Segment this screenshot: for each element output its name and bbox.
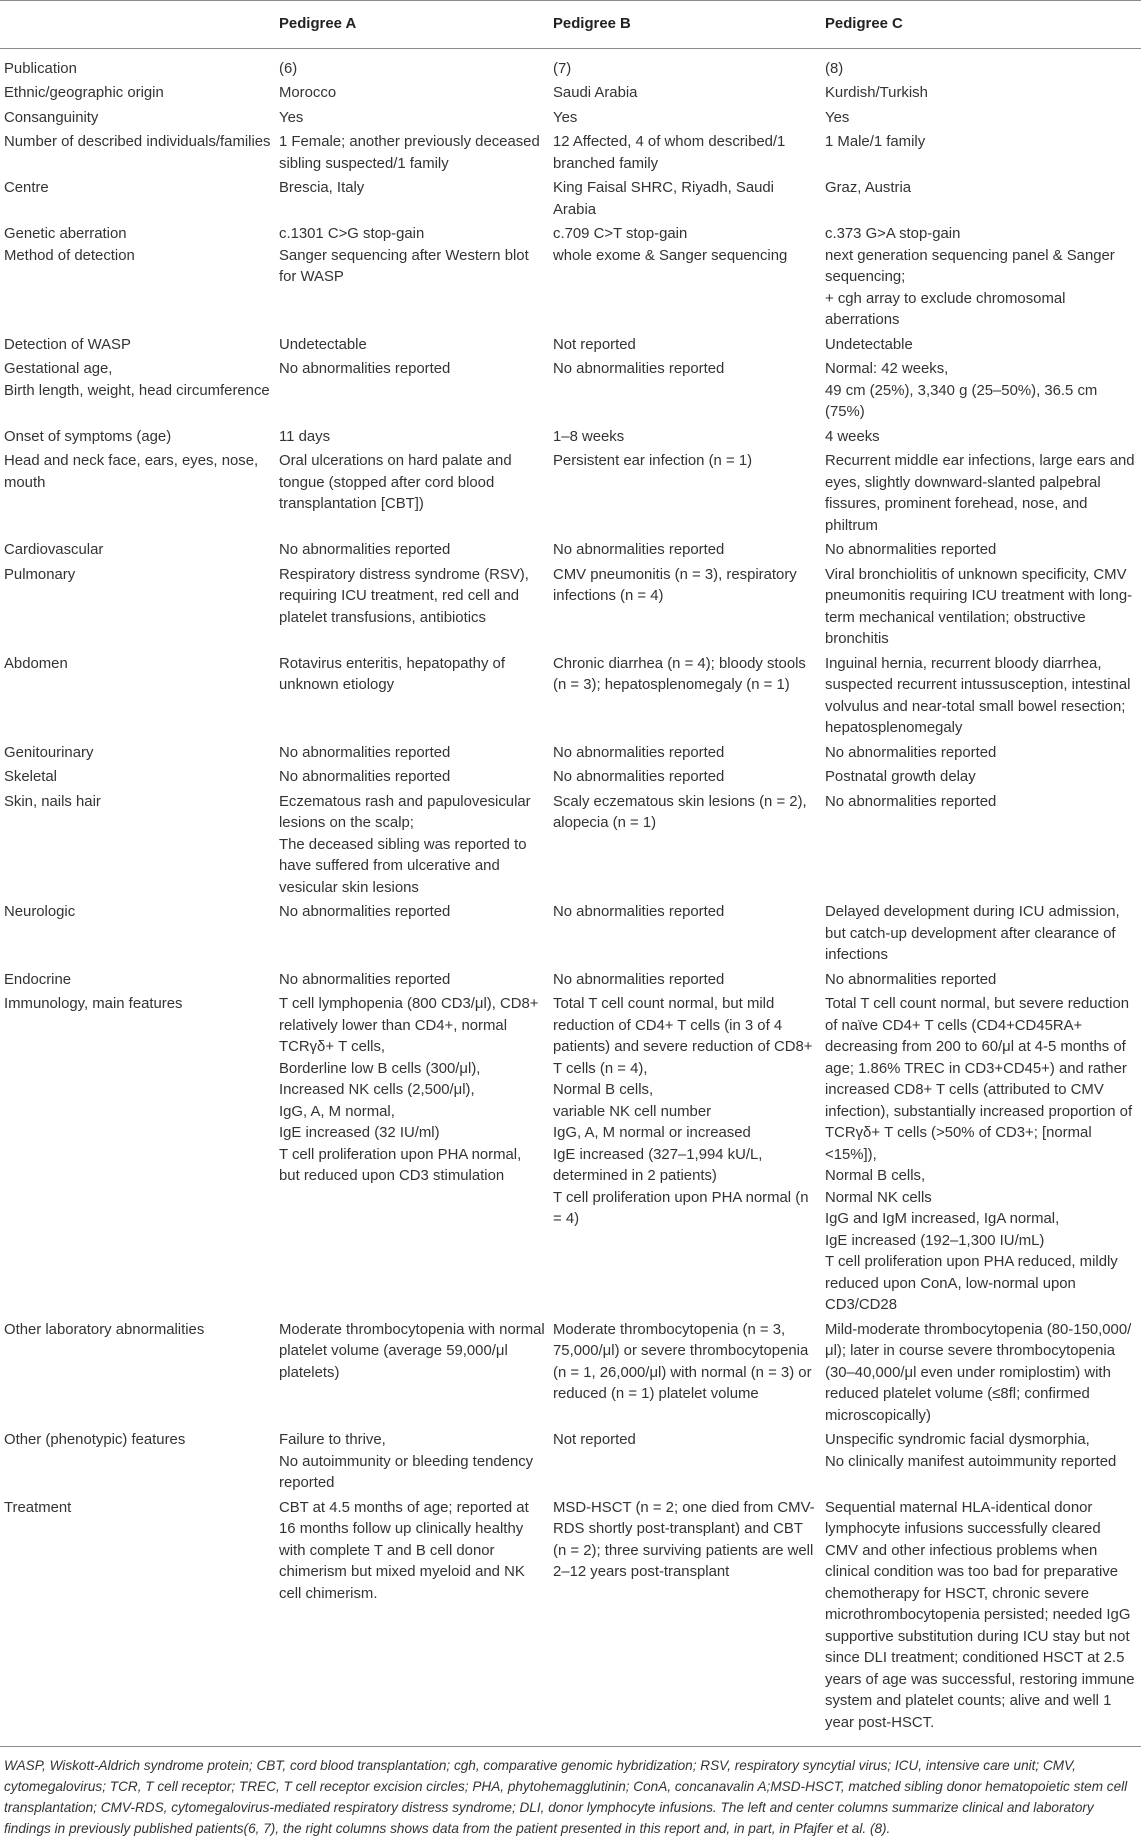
cell-text: The deceased sibling was reported to have suffered from ulcerative and vesicular skin lesions [279, 836, 527, 896]
cell-text: Mild-moderate thrombocytopenia (80-150,000/μl); later in course severe thrombocytopenia (30–40,000/μl even under romiplostim) with reduced platelet volume (≤8fl; confirmed microscopically) [825, 1321, 1132, 1424]
cell-text: Normal B cells, [825, 1168, 926, 1184]
table-row [0, 427, 1141, 452]
cell-text: Unspecific syndromic facial dysmorphia, [825, 1432, 1090, 1448]
cell-text: c.373 G>A stop-gain [825, 226, 961, 242]
pedigree-b-cell [549, 792, 821, 903]
cell-text: Undetectable [825, 336, 913, 353]
pedigree-b-cell [549, 540, 821, 565]
table-row [0, 1430, 1141, 1498]
table-row [0, 1498, 1141, 1747]
cell-text: Delayed development during ICU admission, but catch-up development after clearance of infections [825, 904, 1120, 963]
pedigree-c-cell [821, 1430, 1141, 1498]
row-label [0, 224, 275, 335]
cell-text: Detection of WASP [4, 336, 131, 353]
cell-text: 1 Male/1 family [825, 134, 926, 150]
cell-text: Cardiovascular [4, 542, 104, 558]
cell-text: No abnormalities reported [553, 971, 725, 988]
cell-text: CMV pneumonitis (n = 3), respiratory infections (n = 4) [553, 566, 797, 604]
cell-text: No abnormalities reported [279, 744, 451, 761]
table-row [0, 565, 1141, 654]
table-header-row [0, 1, 1141, 49]
pedigree-a-cell [275, 565, 549, 654]
cell-text: No abnormalities reported [553, 904, 725, 920]
cell-text: Recurrent middle ear infections, large ears and eyes, slightly downward-slanted palpebral fissures, prominent forehead, nose, and philtrum [825, 453, 1135, 534]
cell-text: Inguinal hernia, recurrent bloody diarrhea, suspected recurrent intussusception, intestinal volvulus and near-total small bowel resection; hepatosplenomegaly [825, 655, 1131, 736]
row-label [0, 565, 275, 654]
table-row [0, 767, 1141, 792]
cell-text: Rotavirus enteritis, hepatopathy of unknown etiology [279, 655, 505, 693]
row-label [0, 970, 275, 995]
row-label [0, 83, 275, 108]
pedigree-c-cell [821, 178, 1141, 224]
pedigree-a-cell [275, 654, 549, 743]
cell-text: Scaly eczematous skin lesions (n = 2), alopecia (n = 1) [553, 793, 807, 831]
cell-text: Borderline low B cells (300/μl), [279, 1060, 481, 1077]
table-row [0, 902, 1141, 970]
cell-text: Not reported [553, 336, 636, 353]
row-label [0, 767, 275, 792]
pedigree-b-cell [549, 767, 821, 792]
table-row [0, 654, 1141, 743]
pedigree-b-cell [549, 451, 821, 540]
cell-text: Skin, nails hair [4, 793, 101, 810]
header-feature [0, 1, 275, 49]
pedigree-b-cell [549, 108, 821, 133]
pedigree-a-cell [275, 451, 549, 540]
cell-text: No abnormalities reported [553, 361, 725, 377]
pedigree-a-cell [275, 970, 549, 995]
table-row [0, 540, 1141, 565]
cell-text: T cell lymphopenia (800 CD3/μl), CD8+ relatively lower than CD4+, normal TCRγδ+ T cells, [279, 996, 539, 1055]
cell-text: Birth length, weight, head circumference [4, 382, 270, 399]
cell-text: No autoimmunity or bleeding tendency reported [279, 1453, 534, 1491]
row-label [0, 1430, 275, 1498]
cell-text: IgG, A, M normal, [279, 1103, 395, 1120]
header-pedigree-a: Pedigree A [275, 1, 549, 49]
pedigree-b-cell [549, 654, 821, 743]
row-label [0, 451, 275, 540]
pedigree-a-cell [275, 427, 549, 452]
pedigree-c-cell [821, 132, 1141, 178]
table-row [0, 1320, 1141, 1431]
cell-text: IgG, A, M normal or increased [553, 1125, 751, 1141]
pedigree-a-cell [275, 767, 549, 792]
cell-text: Undetectable [279, 336, 367, 353]
cell-text: Not reported [553, 1432, 636, 1448]
cell-text: + cgh array to exclude chromosomal aberrations [825, 290, 1066, 328]
cell-text: No abnormalities reported [279, 904, 451, 920]
cell-text: Eczematous rash and papulovesicular lesions on the scalp; [279, 793, 531, 831]
pedigree-b-cell [549, 743, 821, 768]
table-row [0, 743, 1141, 768]
table-row [0, 359, 1141, 427]
pedigree-c-cell [821, 654, 1141, 743]
pedigree-b-cell [549, 178, 821, 224]
pedigree-a-cell [275, 792, 549, 903]
cell-text: next generation sequencing panel & Sanger sequencing; [825, 247, 1115, 285]
cell-text: No abnormalities reported [825, 793, 997, 810]
cell-text: Number of described individuals/families [4, 134, 271, 150]
row-label [0, 359, 275, 427]
row-label [0, 743, 275, 768]
pedigree-b-cell [549, 1430, 821, 1498]
cell-text: Increased NK cells (2,500/μl), [279, 1082, 475, 1098]
pedigree-b-cell [549, 335, 821, 360]
cell-text: Persistent ear infection (n = 1) [553, 453, 753, 469]
cell-text: Saudi Arabia [553, 85, 638, 101]
cell-text: Head and neck face, ears, eyes, nose, mouth [4, 453, 259, 491]
pedigree-b-cell [549, 902, 821, 970]
pedigree-a-cell [275, 743, 549, 768]
cell-text: No abnormalities reported [279, 971, 451, 988]
table-row [0, 108, 1141, 133]
row-label [0, 1320, 275, 1431]
pedigree-a-cell [275, 132, 549, 178]
cell-text: Failure to thrive, [279, 1432, 386, 1448]
cell-text: T cell proliferation upon PHA reduced, mildly reduced upon ConA, low-normal upon CD3/CD28 [825, 1254, 1118, 1313]
pedigree-c-cell [821, 48, 1141, 83]
cell-text: Chronic diarrhea (n = 4); bloody stools (n = 3); hepatosplenomegaly (n = 1) [553, 655, 806, 693]
pedigree-c-cell [821, 792, 1141, 903]
pedigree-a-cell [275, 994, 549, 1320]
cell-text: Abdomen [4, 655, 68, 672]
pedigree-c-cell [821, 224, 1141, 335]
cell-text: No abnormalities reported [825, 971, 997, 988]
table-body [0, 48, 1141, 1747]
header-pedigree-b: Pedigree B [549, 1, 821, 49]
cell-text: Other laboratory abnormalities [4, 1321, 205, 1338]
pedigree-a-cell [275, 1430, 549, 1498]
table-row [0, 451, 1141, 540]
cell-text: 4 weeks [825, 428, 880, 445]
cell-text: No abnormalities reported [553, 744, 725, 761]
pedigree-b-cell [549, 359, 821, 427]
row-label [0, 48, 275, 83]
pedigree-a-cell [275, 1320, 549, 1431]
pedigree-c-cell [821, 1320, 1141, 1431]
row-label [0, 335, 275, 360]
row-label [0, 1498, 275, 1747]
cell-text: Centre [4, 180, 49, 196]
table-row [0, 970, 1141, 995]
pedigree-b-cell [549, 224, 821, 335]
cell-text: Sequential maternal HLA-identical donor lymphocyte infusions successfully cleared CMV and other infectious problems when clinical condition was too bad for preparative chemotherapy for HSCT, chronic severe microthrombocytopenia persisted; needed IgG supportive substitution during ICU stay but not since DLI treatment; conditioned HSCT at 2.5 years of age was successful, restoring immune system and platelet counts; alive and well 1 year post-HSCT. [825, 1499, 1135, 1731]
cell-text: Ethnic/geographic origin [4, 85, 164, 101]
cell-text: IgE increased (32 IU/ml) [279, 1125, 440, 1141]
table-row [0, 48, 1141, 83]
cell-text: Other (phenotypic) features [4, 1432, 186, 1448]
pedigree-c-cell [821, 427, 1141, 452]
pedigree-c-cell [821, 108, 1141, 133]
pedigree-c-cell [821, 540, 1141, 565]
cell-text: c.709 C>T stop-gain [553, 226, 688, 242]
pedigree-b-cell [549, 970, 821, 995]
row-label [0, 902, 275, 970]
cell-text: T cell proliferation upon PHA normal (n = 4) [553, 1189, 809, 1227]
row-label [0, 108, 275, 133]
pedigree-b-cell [549, 427, 821, 452]
pedigree-c-cell [821, 359, 1141, 427]
pedigree-a-cell [275, 359, 549, 427]
row-label [0, 178, 275, 224]
pedigree-a-cell [275, 1498, 549, 1747]
cell-text: Genitourinary [4, 744, 94, 761]
pedigree-b-cell [549, 83, 821, 108]
cell-text: No abnormalities reported [279, 361, 451, 377]
table-row [0, 178, 1141, 224]
cell-text: (7) [553, 60, 572, 77]
cell-text: 12 Affected, 4 of whom described/1 branched family [553, 134, 786, 172]
pedigree-c-cell [821, 451, 1141, 540]
cell-text: Gestational age, [4, 361, 113, 377]
cell-text: Method of detection [4, 247, 135, 264]
cell-text: Normal NK cells [825, 1189, 932, 1206]
cell-text: Normal: 42 weeks, [825, 361, 949, 377]
cell-text: King Faisal SHRC, Riyadh, Saudi Arabia [553, 180, 774, 218]
cell-text: Graz, Austria [825, 180, 912, 196]
cell-text: variable NK cell number [553, 1103, 712, 1120]
table-row [0, 83, 1141, 108]
cell-text: Total T cell count normal, but mild reduction of CD4+ T cells (in 3 of 4 patients) and severe reduction of CD8+ T cells (n = 4), [553, 996, 813, 1077]
pedigree-a-cell [275, 83, 549, 108]
table-row [0, 224, 1141, 335]
table-row [0, 792, 1141, 903]
table-row [0, 335, 1141, 360]
cell-text: Publication [4, 60, 77, 77]
cell-text: Consanguinity [4, 109, 99, 126]
cell-text: Oral ulcerations on hard palate and tongue (stopped after cord blood transplantation [CBT]) [279, 453, 512, 512]
pedigree-b-cell [549, 565, 821, 654]
cell-text: Respiratory distress syndrome (RSV), requiring ICU treatment, red cell and platelet transfusions, antibiotics [279, 566, 529, 626]
pedigree-a-cell [275, 178, 549, 224]
cell-text: T cell proliferation upon PHA normal, but reduced upon CD3 stimulation [279, 1146, 522, 1184]
cell-text: Viral bronchiolitis of unknown specificity, CMV pneumonitis requiring ICU treatment with long-term mechanical ventilation; obstructive bronchitis [825, 566, 1133, 647]
row-label [0, 654, 275, 743]
cell-text: No abnormalities reported [553, 542, 725, 558]
cell-text: No abnormalities reported [279, 769, 451, 785]
cell-text: IgE increased (327–1,994 kU/L, determined in 2 patients) [553, 1146, 763, 1184]
table-footnote: WASP, Wiskott-Aldrich syndrome protein; CBT, cord blood transplantation; cgh, comparative genomic hybridization; RSV, respiratory syncytial virus; ICU, intensive care unit; CMV, cytomegalovirus; TCR, T cell receptor; TREC, T cell receptor excision circles; PHA, phytohemagglutinin; ConA, concanavalin A;MSD-HSCT, matched sibling donor hematopoietic stem cell transplantation; CMV-RDS, cytomegalovirus-mediated respiratory distress syndrome; DLI, donor lymphocyte infusions. The left and center columns summarize clinical and laboratory findings in previously published patients(6, 7), the right columns shows data from the patient presented in this report and, in part, in Pfajfer et al. (8). [4, 1758, 1128, 1836]
cell-text: Morocco [279, 85, 337, 101]
cell-text: Yes [279, 109, 304, 126]
cell-text: Total T cell count normal, but severe reduction of naïve CD4+ T cells (CD4+CD45RA+ decreasing from 200 to 60/μl at 4-5 months of age; 1.86% TREC in CD3+CD45+) and rather increased CD8+ T cells (attributed to CMV infection), substantially increased proportion of TCRγδ+ T cells (>50% of CD3+; [normal <15%]), [825, 996, 1133, 1163]
cell-text: (8) [825, 60, 844, 77]
cell-text: IgE increased (192–1,300 IU/mL) [825, 1232, 1045, 1249]
cell-text: Neurologic [4, 904, 76, 920]
cell-text: Skeletal [4, 769, 57, 785]
pedigree-b-cell [549, 48, 821, 83]
cell-text: No clinically manifest autoimmunity reported [825, 1453, 1117, 1470]
cell-text: Treatment [4, 1499, 72, 1516]
pedigree-c-cell [821, 767, 1141, 792]
cell-text: Moderate thrombocytopenia with normal platelet volume (average 59,000/μl platelets) [279, 1321, 545, 1381]
pedigree-c-cell [821, 902, 1141, 970]
cell-text: 49 cm (25%), 3,340 g (25–50%), 36.5 cm (75%) [825, 382, 1098, 420]
pedigree-b-cell [549, 1498, 821, 1747]
cell-text: c.1301 C>G stop-gain [279, 226, 425, 242]
pedigree-b-cell [549, 1320, 821, 1431]
cell-text: Genetic aberration [4, 226, 127, 242]
cell-text: Sanger sequencing after Western blot for WASP [279, 247, 529, 285]
cell-text: 1–8 weeks [553, 428, 625, 445]
cell-text: Normal B cells, [553, 1082, 654, 1098]
cell-text: Postnatal growth delay [825, 769, 976, 785]
pedigree-c-cell [821, 565, 1141, 654]
pedigree-a-cell [275, 335, 549, 360]
pedigree-a-cell [275, 224, 549, 335]
cell-text: Pulmonary [4, 566, 76, 583]
row-label [0, 994, 275, 1320]
header-pedigree-c: Pedigree C [821, 1, 1141, 49]
table-row [0, 132, 1141, 178]
cell-text: 1 Female; another previously deceased sibling suspected/1 family [279, 134, 540, 172]
cell-text: 11 days [279, 428, 331, 445]
cell-text: IgG and IgM increased, IgA normal, [825, 1211, 1060, 1227]
cell-text: Moderate thrombocytopenia (n = 3, 75,000/μl) or severe thrombocytopenia (n = 1, 26,000/μl) with normal (n = 3) or reduced (n = 1) platelet volume [553, 1321, 812, 1402]
pedigree-a-cell [275, 108, 549, 133]
cell-text: No abnormalities reported [825, 744, 997, 761]
pedigree-c-cell [821, 1498, 1141, 1747]
cell-text: No abnormalities reported [825, 542, 997, 558]
pedigree-a-cell [275, 540, 549, 565]
cell-text: Onset of symptoms (age) [4, 428, 172, 445]
cell-text: Endocrine [4, 971, 72, 988]
cell-text: MSD-HSCT (n = 2; one died from CMV-RDS shortly post-transplant) and CBT (n = 2); three surviving patients are well 2–12 years post-transplant [553, 1499, 815, 1580]
cell-text: No abnormalities reported [279, 542, 451, 558]
pedigree-a-cell [275, 48, 549, 83]
pedigree-a-cell [275, 902, 549, 970]
cell-text: Kurdish/Turkish [825, 85, 928, 101]
row-label [0, 132, 275, 178]
pedigree-b-cell [549, 132, 821, 178]
cell-text: Yes [825, 109, 850, 126]
pedigree-c-cell [821, 994, 1141, 1320]
pedigree-c-cell [821, 335, 1141, 360]
cell-text: whole exome & Sanger sequencing [553, 247, 788, 264]
row-label [0, 792, 275, 903]
cell-text: CBT at 4.5 months of age; reported at 16 months follow up clinically healthy with complete T and B cell donor chimerism but mixed myeloid and NK cell chimerism. [279, 1499, 529, 1602]
pedigree-c-cell [821, 743, 1141, 768]
row-label [0, 427, 275, 452]
row-label [0, 540, 275, 565]
pedigree-c-cell [821, 970, 1141, 995]
cell-text: No abnormalities reported [553, 769, 725, 785]
table-row [0, 994, 1141, 1320]
cell-text: (6) [279, 60, 298, 77]
cell-text: Immunology, main features [4, 996, 183, 1012]
cell-text: Brescia, Italy [279, 180, 365, 196]
cell-text: Yes [553, 109, 578, 126]
pedigree-c-cell [821, 83, 1141, 108]
pedigree-b-cell [549, 994, 821, 1320]
